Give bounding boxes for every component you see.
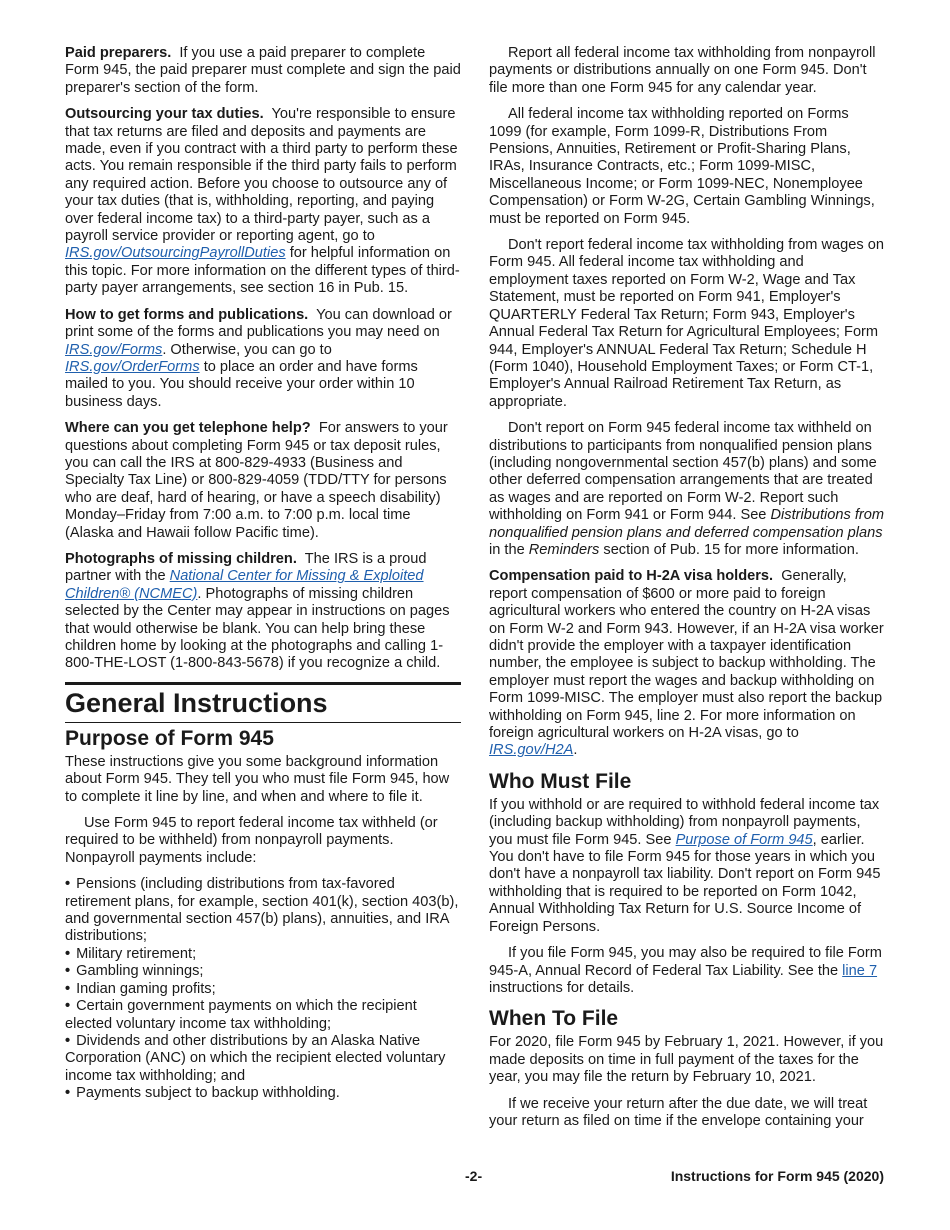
list-item: • Military retirement;: [65, 946, 461, 963]
who-must-file-text-2: , earlier. You don't have to file Form 945 for those years in which you don't have a nonpayroll tax liability. Don't report on Form 945 withholding that is required to be reported on Form 1042, Annual Withholding Tax Return for U.S. Source Income of Foreign Persons.: [489, 831, 881, 935]
forms-text-3: to place an order and have forms mailed to you. You should receive your order within 10 business days.: [65, 358, 418, 410]
nonqualified-text-2: in the: [489, 541, 525, 558]
paid-preparers-heading: Paid preparers.: [65, 45, 172, 61]
h2a-link[interactable]: IRS.gov/H2A: [489, 742, 574, 759]
form-945a-text-2: instructions for details.: [489, 979, 635, 996]
who-must-file-text: If you withhold or are required to withhold federal income tax (including backup withholding) from nonpayroll payments, you must file Form 945. See: [489, 796, 880, 848]
telephone-help-text: For answers to your questions about completing Form 945 or tax deposit rules, you can call the IRS at 800-829-4933 (Business and Specialty Tax Line) or 800-829-4059 (TDD/TTY for persons who are deaf, hard of hearing, or have a speech disability) Monday–Friday from 7:00 a.m. to 7:00 p.m. local time (Alaska and Hawaii follow Pacific time).: [65, 420, 448, 541]
list-item: • Dividends and other distributions by an Alaska Native Corporation (ANC) on which the recipient elected voluntary income tax withholding; and: [65, 1033, 461, 1085]
purpose-paragraph-2: Use Form 945 to report federal income tax withheld (or required to be withheld) from nonpayroll payments. Nonpayroll payments include:: [65, 815, 438, 866]
form-945a-paragraph: [489, 945, 885, 997]
telephone-help-heading: Where can you get telephone help?: [65, 420, 311, 437]
h2a-text: Generally, report compensation of $600 or more paid to foreign agricultural workers who entered the country on H-2A visas on Form W-2 and Form 943. However, if an H-2A visa worker didn't provide the employer with a taxpayer identification number, the employee is subject to backup withholding. The employer must report the wages and backup withholding on Form 1099-MISC. The employer must also report the backup withholding on Form 945, line 2. For more information on foreign agricultural workers on H-2A visas, go to: [489, 568, 884, 742]
who-must-file-paragraph: [489, 797, 885, 936]
list-item: • Pensions (including distributions from tax-favored retirement plans, for example, section 401(k), section 403(b), and governmental section 457(b) plans), annuities, and IRA distributions;: [65, 876, 461, 946]
who-must-file-heading: Who Must File: [489, 769, 632, 793]
irs-forms-link[interactable]: IRS.gov/Forms: [65, 341, 163, 358]
forms-text: You can download or print some of the forms and publications you may need on: [65, 306, 452, 341]
forms-1099-paragraph: All federal income tax withholding reported on Forms 1099 (for example, Form 1099-R, Distributions From Pensions, Annuities, Retirement or Profit-Sharing Plans, IRAs, Insurance Contracts, etc.; Form 1099-MISC, Miscellaneous Income; or Form 1099-NEC, Nonemployee Compensation) or Form W-2G, Certain Gambling Winnings, must be reported on Form 945.: [489, 106, 875, 227]
forms-publications-heading: How to get forms and publications.: [65, 306, 309, 323]
right-column: [489, 45, 885, 1139]
outsourcing-link[interactable]: IRS.gov/OutsourcingPayrollDuties: [65, 245, 286, 262]
nonqualified-paragraph: [489, 420, 885, 559]
footer-title: Instructions for Form 945 (2020): [670, 1168, 884, 1184]
list-item: • Certain government payments on which the recipient elected voluntary income tax withholding;: [65, 998, 461, 1033]
list-item: • Payments subject to backup withholding.: [65, 1085, 461, 1102]
purpose-paragraph-1: These instructions give you some background information about Form 945. They tell you who must file Form 945, how to complete it line by line, and when and where to file it.: [65, 753, 450, 805]
outsourcing-text-2: for helpful information on this topic. For more information on the different types of third-party payer arrangements, see section 16 in Pub. 15.: [65, 245, 460, 297]
when-to-file-paragraph: For 2020, file Form 945 by February 1, 2021. However, if you made deposits on time in full payment of the taxes for the year, you may file the return by February 10, 2021.: [489, 1034, 884, 1086]
left-column: [65, 45, 461, 1112]
telephone-help-paragraph: [65, 420, 461, 542]
missing-children-text-2: . Photographs of missing children selected by the Center may appear in instructions on pages that would otherwise be blank. You can help bring these children home by looking at the photographs and calling 1-800-THE-LOST (1-800-843-5678) if you recognize a child.: [65, 585, 450, 672]
missing-children-paragraph: [65, 551, 461, 673]
h2a-heading: Compensation paid to H-2A visa holders.: [489, 568, 774, 585]
general-instructions-heading: General Instructions: [65, 687, 461, 723]
reminders-italic-ref: Reminders: [528, 541, 600, 558]
nonqualified-text-3: section of Pub. 15 for more information.: [603, 541, 859, 558]
forms-publications-paragraph: [65, 307, 461, 411]
ncmec-link[interactable]: National Center for Missing & Exploited Children® (NCMEC): [65, 568, 424, 602]
purpose-of-form-link[interactable]: Purpose of Form 945: [675, 831, 813, 848]
paid-preparers-text: If you use a paid preparer to complete Form 945, the paid preparer must complete and sign the paid preparer's section of the form.: [65, 45, 461, 96]
wages-paragraph: Don't report federal income tax withholding from wages on Form 945. All federal income tax withholding and employment taxes reported on Form W-2, Wage and Tax Statement, must be reported on Form 941, Employer's QUARTERLY Federal Tax Return; Form 943, Employer's Annual Federal Tax Return for Agricultural Employees; Form 944, Employer's ANNUAL Federal Tax Return; Schedule H (Form 1040), Household Employment Taxes; or Form CT-1, Employer's Annual Railroad Retirement Tax Return, as appropriate.: [489, 237, 884, 410]
section-rule: [65, 682, 461, 723]
forms-text-2: . Otherwise, you can go to: [162, 341, 332, 358]
nonpayroll-list: [65, 876, 461, 1102]
purpose-heading: Purpose of Form 945: [65, 726, 274, 750]
list-item: • Indian gaming profits;: [65, 981, 461, 998]
paid-preparers-paragraph: [65, 45, 461, 97]
nonqualified-text: Don't report on Form 945 federal income tax withheld on distributions to participants from nonqualified pension plans (including nongovernmental section 457(b) plans) and some other deferred compensation arrangements that are treated as wages and are reported on Form W-2. Report such withholding on Form 941 or Form 944. See: [489, 420, 877, 524]
page-number: -2-: [465, 1168, 483, 1184]
late-return-paragraph: If we receive your return after the due date, we will treat your return as filed on time if the envelope containing your: [489, 1095, 868, 1129]
nonqualified-italic-ref: Distributions from nonqualified pension plans and deferred compensation plans: [489, 507, 885, 541]
outsourcing-text: You're responsible to ensure that tax returns are filed and deposits and payments are made, even if you contract with a third party to perform these acts. You remain responsible if the third party fails to perform any required action. Before you choose to outsource any of your tax duties (that is, withholding, reporting, and paying over federal income tax) to a third-party payer, such as a payroll service provider or reporting agent, go to: [65, 106, 458, 245]
outsourcing-paragraph: [65, 106, 461, 297]
order-forms-link[interactable]: IRS.gov/OrderForms: [65, 358, 200, 375]
when-to-file-heading: When To File: [489, 1007, 619, 1031]
h2a-paragraph: Compensation paid to H-2A visa holders. Generally, report compensation of $600 or more paid to foreign agricultural workers who entered the country on H-2A visas on Form W-2 and Form 943. However, if an H-2A visa worker didn't provide the employer with a taxpayer identification number, the employee is subject to backup withholding. The employer must report the wages and backup withholding on Form 1099-MISC. The employer must also report the backup withholding on Form 945, line 2. For more information on foreign agricultural workers on H-2A visas, go to IRS.gov/H2A.: [489, 568, 884, 759]
list-item: • Gambling winnings;: [65, 963, 461, 980]
report-all-paragraph: Report all federal income tax withholding from nonpayroll payments or distributions annually on one Form 945. Don't file more than one Form 945 for any calendar year.: [489, 45, 876, 96]
outsourcing-heading: Outsourcing your tax duties.: [65, 106, 264, 123]
form-945a-text: If you file Form 945, you may also be required to file Form 945-A, Annual Record of Federal Tax Liability. See the: [489, 945, 882, 979]
line-7-link[interactable]: line 7: [842, 962, 878, 979]
missing-children-heading: Photographs of missing children.: [65, 550, 297, 567]
missing-children-text: The IRS is a proud partner with the: [65, 550, 427, 585]
